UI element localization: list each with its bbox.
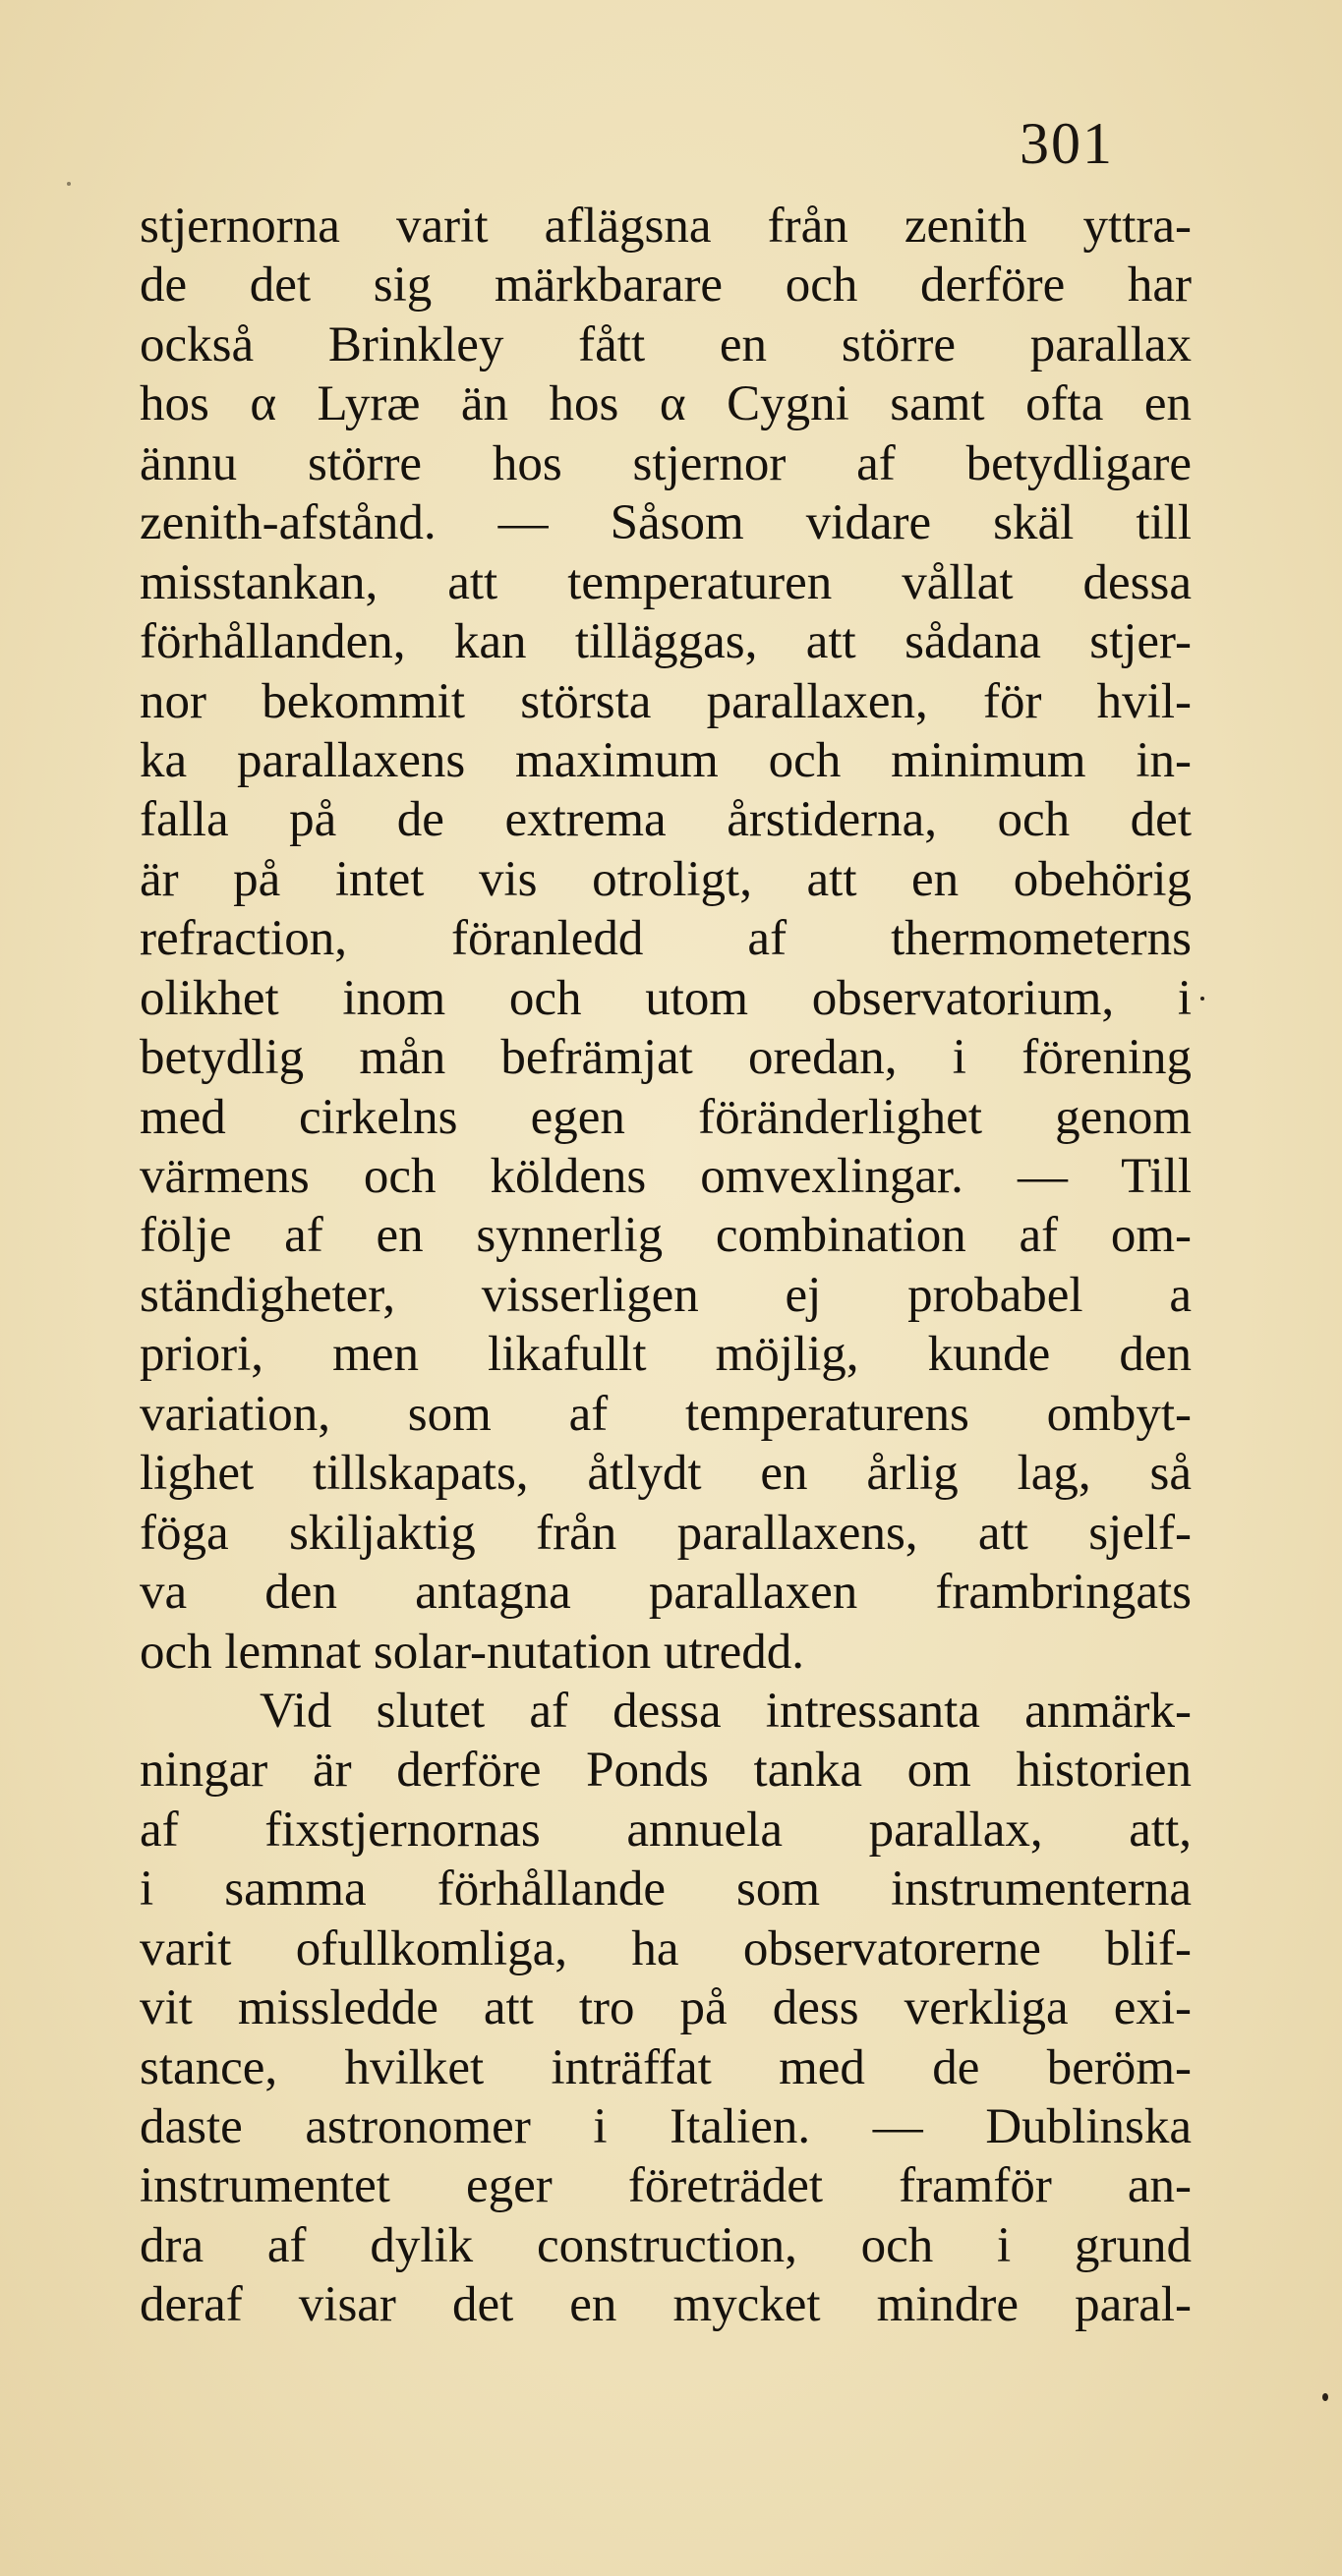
text-line: va den antagna parallaxen frambringats [140,1565,1192,1621]
text-line: dra af dylik construction, och i grund [140,2217,1192,2273]
text-line: daste astronomer i Italien. — Dublinska [140,2099,1192,2154]
text-line: i samma förhållande som instrumenterna [140,1861,1192,1918]
ink-speck [67,182,71,186]
text-line: stjernorna varit aflägsna från zenith yttra- [140,199,1192,254]
ink-speck [1322,2393,1328,2401]
text-line: priori, men likafullt möjlig, kunde den [140,1327,1192,1383]
text-line: nor bekommit största parallaxen, för hvil- [140,673,1192,729]
text-line: ka parallaxens maximum och minimum in- [140,732,1192,788]
text-line: föga skiljaktig från parallaxens, att sjelf- [140,1505,1192,1561]
body-text [140,197,1192,2335]
text-line: lighet tillskapats, åtlydt en årlig lag, så [140,1446,1192,1502]
text-line: af fixstjernornas annuela parallax, att, [140,1802,1192,1858]
text-line: instrumentet eger företrädet framför an- [140,2158,1192,2214]
text-line: ständigheter, visserligen ej probabel a [140,1267,1192,1323]
text-line: förhållanden, kan tilläggas, att sådana stjer- [140,614,1192,670]
ink-speck [1200,997,1204,1001]
text-line: vit missledde att tro på dess verkliga exi- [140,1980,1192,2036]
text-line: ningar är derföre Ponds tanka om historien [140,1743,1192,1799]
text-line: värmens och köldens omvexlingar. — Till [140,1149,1192,1204]
text-line: stance, hvilket inträffat med de beröm- [140,2039,1192,2095]
text-line: betydlig mån befrämjat oredan, i förening [140,1030,1192,1086]
text-line: och lemnat solar-nutation utredd. [140,1624,804,1680]
text-line: följe af en synnerlig combination af om- [140,1208,1192,1264]
text-line: är på intet vis otroligt, att en obehörig [140,851,1192,907]
text-line: ännu större hos stjernor af betydligare [140,435,1192,491]
text-line: varit ofullkomliga, ha observatorerne blif- [140,1920,1192,1976]
text-line: också Brinkley fått en större parallax [140,316,1192,372]
text-line: hos α Lyræ än hos α Cygni samt ofta en [140,376,1192,432]
text-line: deraf visar det en mycket mindre paral- [140,2277,1192,2333]
paragraph-start-line: Vid slutet af dessa intressanta anmärk- [260,1683,1192,1739]
text-line: refraction, föranledd af thermometerns [140,911,1192,967]
text-line: olikhet inom och utom observatorium, i [140,970,1192,1026]
text-line: falla på de extrema årstiderna, och det [140,792,1192,848]
text-line: med cirkelns egen föränderlighet genom [140,1089,1192,1145]
text-line: zenith-afstånd. — Såsom vidare skäl till [140,495,1192,551]
text-line: misstankan, att temperaturen vållat dessa [140,554,1192,610]
text-line: de det sig märkbarare och derföre har [140,258,1192,314]
text-line: variation, som af temperaturens ombyt- [140,1386,1192,1442]
page-number: 301 [1020,111,1114,176]
